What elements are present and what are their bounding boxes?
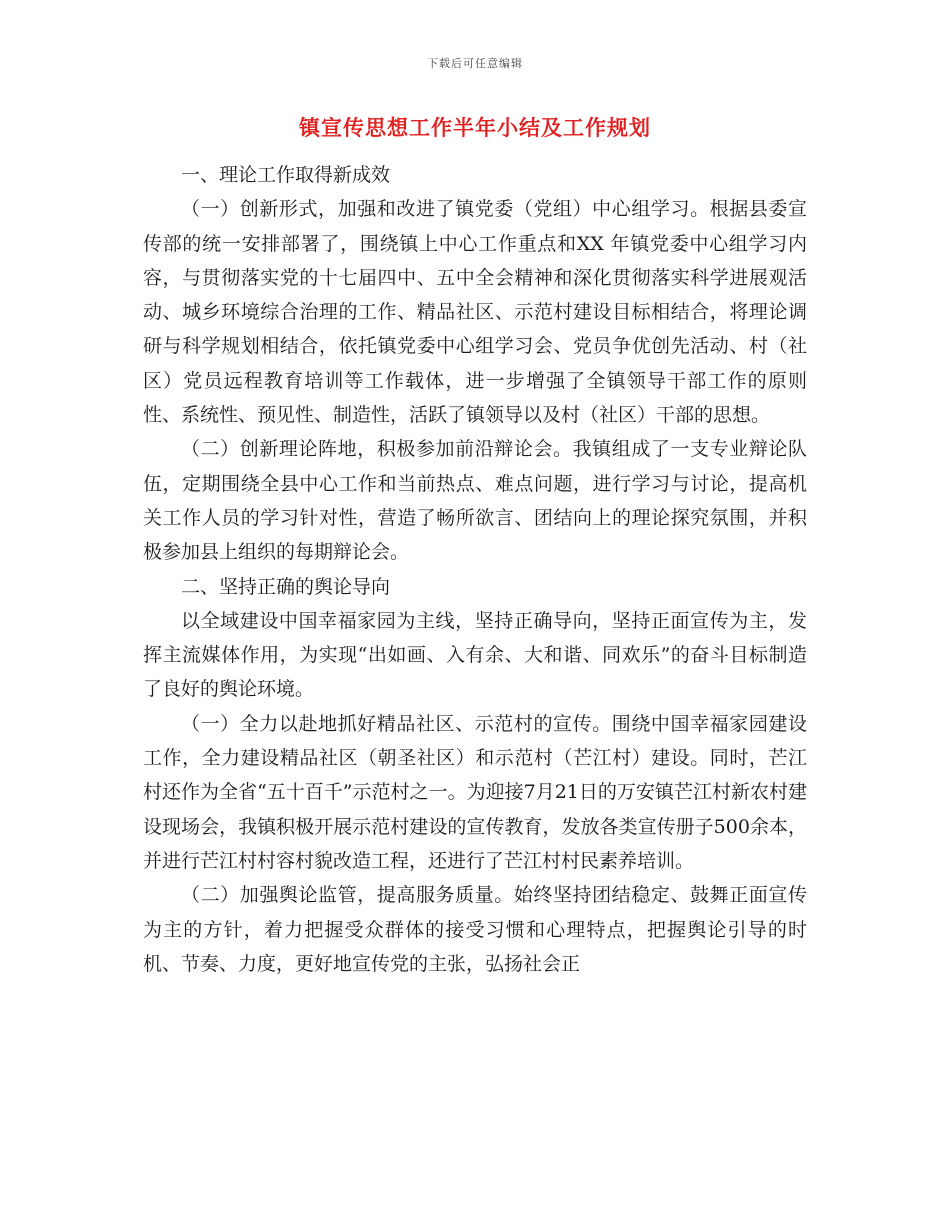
section-heading-2: 二、坚持正确的舆论导向 xyxy=(181,575,391,598)
document-body xyxy=(143,158,807,981)
paragraph-2: （二）创新理论阵地，积极参加前沿辩论会。我镇组成了一支专业辩论队伍，定期围绕全县中心工作和当前热点、难点问题，进行学习与讨论，提高机关工作人员的学习针对性，营造了畅所欲言、团结向上的理论探究氛围，并积极参加县上组织的每期辩论会。 xyxy=(143,438,807,564)
document-title: 镇宣传思想工作半年小结及工作规划 xyxy=(299,115,651,140)
paragraph-4: （一）全力以赴地抓好精品社区、示范村的宣传。围绕中国幸福家园建设工作，全力建设精品社区（朝圣社区）和示范村（芒江村）建设。同时，芒江村还作为全省“五十百千”示范村之一。为迎接7月21日的万安镇芒江村新农村建设现场会，我镇积极开展示范村建设的宣传教育，发放各类宣传册子500余本，并进行芒江村村容村貌改造工程，还进行了芒江村村民素养培训。 xyxy=(143,712,807,872)
paragraph-1: （一）创新形式，加强和改进了镇党委（党组）中心组学习。根据县委宣传部的统一安排部署了，围绕镇上中心工作重点和XX 年镇党委中心组学习内容，与贯彻落实党的十七届四中、五中全会精神和深化贯彻落实科学进展观活动、城乡环境综合治理的工作、精品社区、示范村建设目标相结合，将理论调研与科学规划相结合，依托镇党委中心组学习会、党员争优创先活动、村（社区）党员远程教育培训等工作载体，进一步增强了全镇领导干部工作的原则性、系统性、预见性、制造性，活跃了镇领导以及村（社区）干部的思想。 xyxy=(143,198,807,427)
header-note: 下载后可任意编辑 xyxy=(427,57,523,70)
paragraph-5: （二）加强舆论监管，提高服务质量。始终坚持团结稳定、鼓舞正面宣传为主的方针，着力把握受众群体的接受习惯和心理特点，把握舆论引导的时机、节奏、力度，更好地宣传党的主张，弘扬社会正 xyxy=(143,884,807,975)
section-heading-1: 一、理论工作取得新成效 xyxy=(181,164,391,186)
paragraph-3: 以全域建设中国幸福家园为主线，坚持正确导向，坚持正面宣传为主，发挥主流媒体作用，为实现“出如画、入有余、大和谐、同欢乐”的奋斗目标制造了良好的舆论环境。 xyxy=(143,609,807,701)
